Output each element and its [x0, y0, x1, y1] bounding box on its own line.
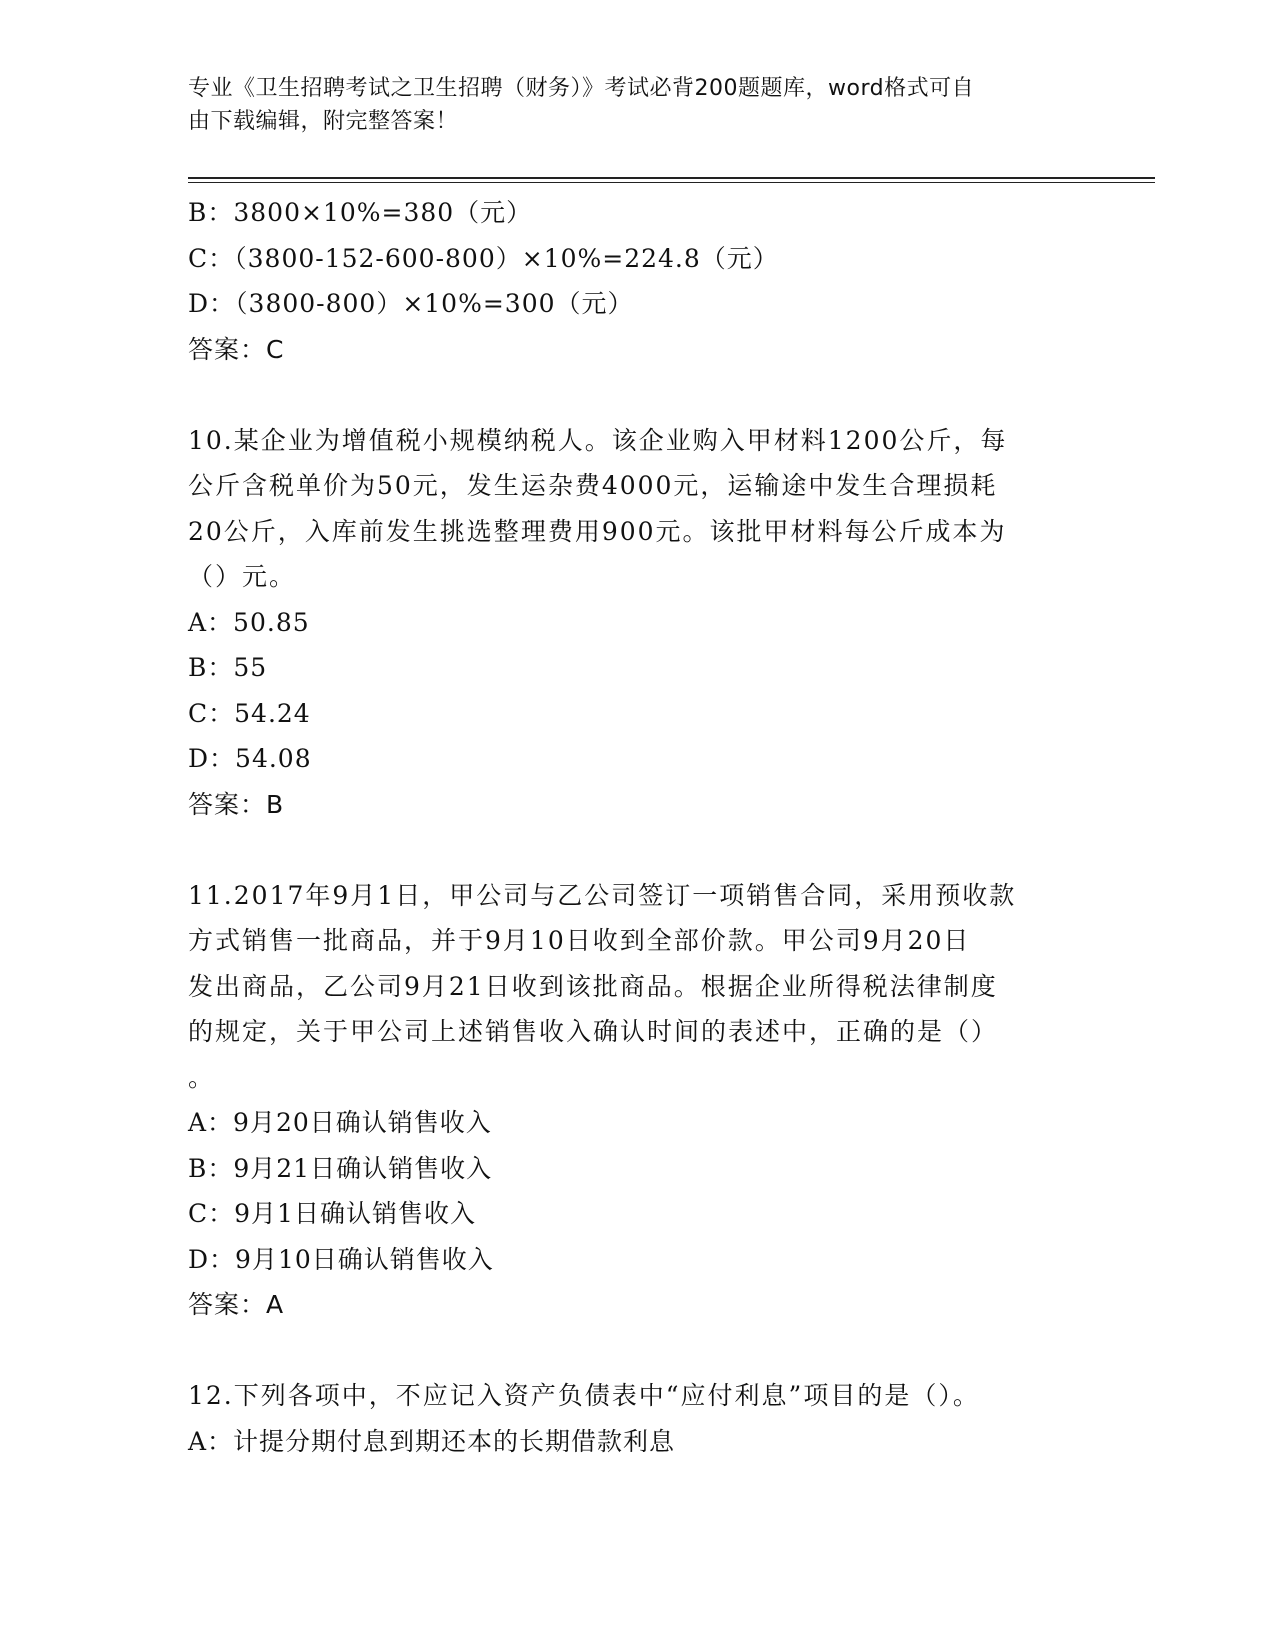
spacer: [188, 1328, 1088, 1374]
spacer: [188, 827, 1088, 873]
option-c: C：（3800-152-600-800）×10%=224.8（元）: [188, 243, 779, 273]
question-11-text: [188, 873, 1088, 1101]
header-line-2: 由下载编辑，附完整答案！: [188, 109, 459, 134]
option-d: D：54.08: [188, 744, 312, 773]
option-d: D：（3800-800）×10%=300（元）: [188, 289, 634, 318]
answer-line: 答案：B: [188, 789, 285, 819]
document-header: [188, 72, 1088, 138]
question-line: 10.某企业为增值税小规模纳税人。该企业购入甲材料1200公斤，每: [188, 425, 1008, 455]
question-10-text: [188, 418, 1088, 600]
question-line: 方式销售一批商品，并于9月10日收到全部价款。甲公司9月20日: [188, 926, 971, 955]
option-c: C：9月1日确认销售收入: [188, 1199, 476, 1228]
option-a: A：50.85: [188, 607, 310, 637]
spacer: [188, 372, 1088, 418]
question-12-text: [188, 1373, 1088, 1419]
option-d: D：9月10日确认销售收入: [188, 1244, 494, 1274]
option-a: A：9月20日确认销售收入: [188, 1108, 492, 1137]
question-11: [188, 873, 1088, 1328]
document-body: [188, 190, 1088, 1464]
question-line: 。: [188, 1062, 216, 1092]
option-b: B：9月21日确认销售收入: [188, 1153, 493, 1183]
question-12: [188, 1373, 1088, 1464]
question-line: 20公斤，入库前发生挑选整理费用900元。该批甲材料每公斤成本为: [188, 516, 1007, 546]
question-line: 12.下列各项中，不应记入资产负债表中“应付利息”项目的是（）。: [188, 1381, 980, 1410]
option-a: A：计提分期付息到期还本的长期借款利息: [188, 1426, 676, 1456]
header-line-1: 专业《卫生招聘考试之卫生招聘（财务）》考试必背200题题库，word格式可自: [188, 76, 975, 101]
question-line: 的规定，关于甲公司上述销售收入确认时间的表述中，正确的是（）: [188, 1017, 999, 1046]
answer-line: 答案：C: [188, 334, 285, 364]
question-line: 11.2017年9月1日，甲公司与乙公司签订一项销售合同，采用预收款: [188, 880, 1017, 910]
header-divider-thick: [188, 177, 1155, 179]
question-line: 发出商品，乙公司9月21日收到该批商品。根据企业所得税法律制度: [188, 971, 998, 1001]
question-line: 公斤含税单价为50元，发生运杂费4000元，运输途中发生合理损耗: [188, 471, 998, 500]
question-line: （）元。: [188, 562, 297, 591]
answer-line: 答案：A: [188, 1290, 285, 1319]
header-divider-thin: [188, 182, 1155, 183]
question-9-continued: [188, 190, 1088, 372]
option-c: C：54.24: [188, 698, 311, 728]
option-b: B：3800×10%=380（元）: [188, 198, 533, 227]
question-10: [188, 418, 1088, 828]
option-b: B：55: [188, 653, 268, 682]
